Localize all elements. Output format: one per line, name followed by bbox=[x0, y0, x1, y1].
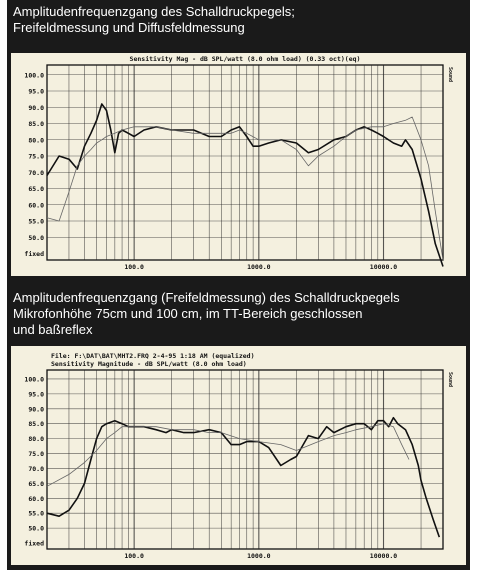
chart1-y-tick-label: 85.0 bbox=[28, 120, 44, 128]
chart2-series-line-secondary bbox=[47, 424, 409, 487]
chart1-y-tick-label: 100.0 bbox=[24, 71, 44, 80]
chart1-side-label: Sound bbox=[447, 67, 453, 83]
chart2-y-tick-label: 75.0 bbox=[28, 450, 44, 459]
chart2-y-tick-label: 60.0 bbox=[28, 494, 44, 503]
chart1-title: Sensitivity Mag - dB SPL/watt (8.0 ohm load) (0.33 oct)(eq) bbox=[129, 55, 361, 63]
chart1-y-tick-label: 55.0 bbox=[28, 217, 44, 226]
chart2-y-tick-label: 95.0 bbox=[28, 390, 44, 399]
chart2-file-line: File: F:\DAT\BAT\MHT2.FRQ 2-4-95 1:18 AM (equalized) bbox=[51, 352, 255, 360]
chart-panel-1 bbox=[11, 53, 466, 276]
caption-bottom bbox=[7, 290, 470, 338]
caption-top bbox=[7, 4, 470, 36]
caption-bottom-line3: und baßreflex bbox=[13, 322, 93, 337]
chart2-y-tick-label: 100.0 bbox=[24, 375, 44, 384]
caption-top-line1: Amplitudenfrequenzgang des Schalldruckpegels; bbox=[13, 4, 295, 19]
chart2-x-tick-label: 1000.0 bbox=[247, 552, 271, 560]
chart2-y-tick-label: 80.0 bbox=[28, 435, 44, 444]
chart1-y-tick-label: 65.0 bbox=[28, 185, 44, 193]
chart2-y-tick-label: fixed bbox=[24, 539, 44, 548]
chart2-y-tick-label: 65.0 bbox=[28, 479, 44, 488]
chart-panel-2 bbox=[11, 346, 466, 565]
chart2-x-tick-label: 100.0 bbox=[124, 552, 144, 560]
chart1-y-tick-label: 90.0 bbox=[28, 103, 44, 112]
chart1-y-tick-label: 95.0 bbox=[28, 87, 44, 96]
chart2-y-tick-label: 90.0 bbox=[28, 405, 44, 414]
chart2-title: Sensitivity Magnitude - dB SPL/watt (8.0 ohm load) bbox=[51, 360, 247, 368]
chart1-x-tick-label: 10000.0 bbox=[369, 263, 398, 271]
chart1-x-tick-label: 100.0 bbox=[124, 263, 144, 271]
chart2-y-tick-label: 70.0 bbox=[28, 464, 44, 473]
chart-1 bbox=[11, 53, 466, 276]
chart2-series-line-primary bbox=[47, 418, 439, 537]
chart2-x-tick-label: 10000.0 bbox=[369, 552, 398, 560]
caption-top-line2: Freifeldmessung und Diffusfeldmessung bbox=[13, 20, 245, 35]
chart1-y-tick-label: 75.0 bbox=[28, 152, 44, 161]
chart-2 bbox=[11, 346, 466, 565]
caption-bottom-line1: Amplitudenfrequenzgang (Freifeldmessung) des Schalldruckpegels bbox=[13, 290, 400, 305]
chart1-y-tick-label: 50.0 bbox=[28, 233, 44, 242]
chart1-y-tick-label: 60.0 bbox=[28, 201, 44, 210]
chart1-y-tick-label: 70.0 bbox=[28, 168, 44, 177]
chart1-y-tick-label: 80.0 bbox=[28, 136, 44, 145]
chart2-y-tick-label: 85.0 bbox=[28, 420, 44, 429]
chart2-y-tick-label: 50.0 bbox=[28, 524, 44, 533]
chart2-y-tick-label: 55.0 bbox=[28, 509, 44, 518]
chart1-y-tick-label: fixed bbox=[24, 250, 44, 258]
chart2-side-label: Sound bbox=[447, 372, 453, 388]
chart1-x-tick-label: 1000.0 bbox=[247, 263, 271, 271]
caption-bottom-line2: Mikrofonhöhe 75cm und 100 cm, im TT-Bereich geschlossen bbox=[13, 306, 363, 321]
